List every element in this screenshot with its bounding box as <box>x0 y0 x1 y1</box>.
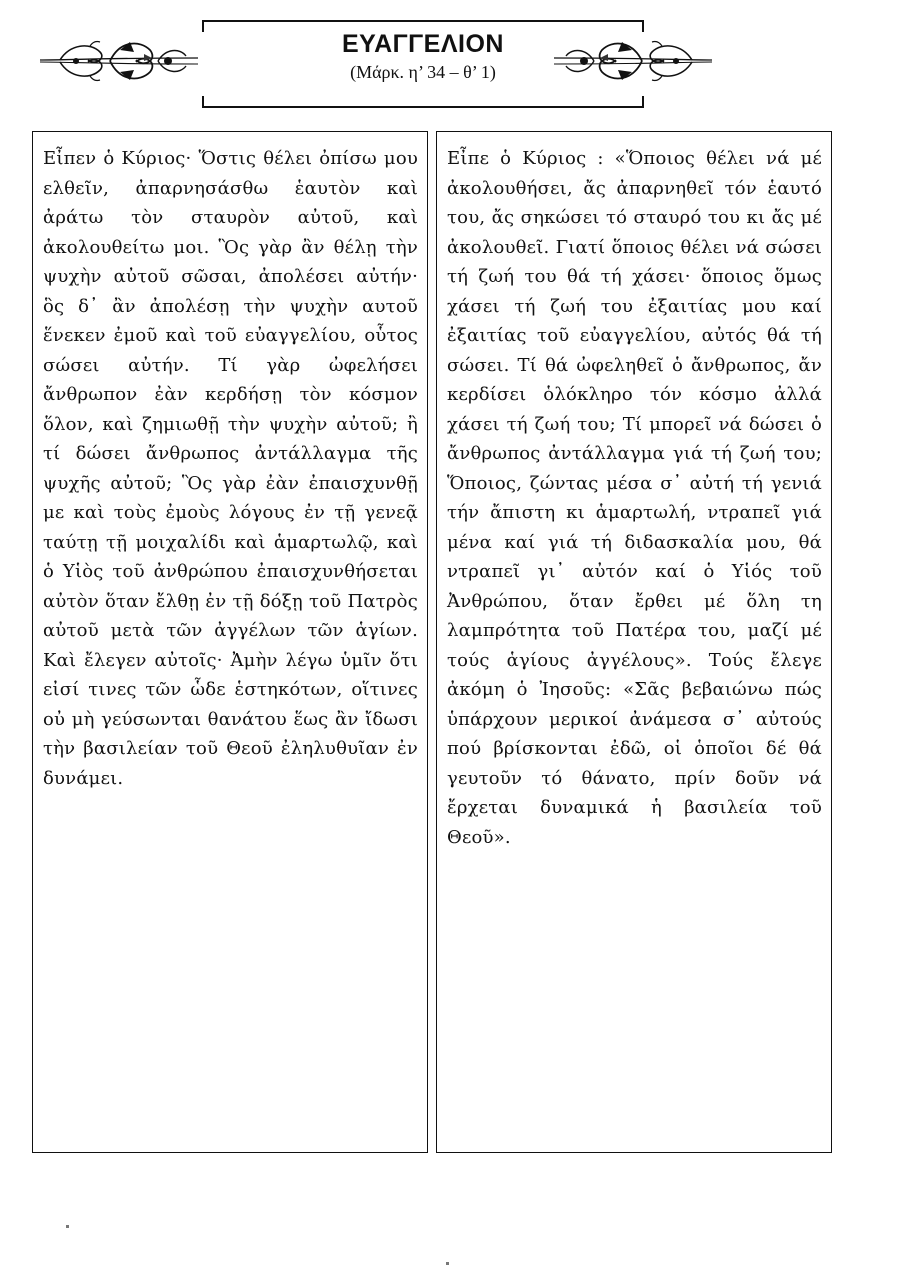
modern-text-column <box>436 131 832 1153</box>
page-title: ΕΥΑΓΓΕΛΙΟΝ <box>342 30 504 58</box>
frame-bottom-right-tick <box>642 96 644 108</box>
modern-text-body: Εἶπε ὁ Κύριος : «Ὅποιος θέλει νά μέ ἀκολουθήσει, ἄς ἀπαρνηθεῖ τόν ἑαυτό του, ἄς σηκώσει τό σταυρό του κι ἄς μέ ἀκολουθεῖ. Γιατί ὅποιος θέλει νά σώσει τή ζωή του θά τή χάσει· ὅποιος ὅμως χάσει τή ζωή του ἐξαιτίας μου καί ἐξαιτίας τοῦ εὐαγγελίου, αὐτός θά τή σώσει. Τί θά ὠφεληθεῖ ὁ ἄνθρωπος, ἄν κερδίσει ὁλόκληρο τόν κόσμο ἀλλά χάσει τή ζωή του; Τί μπορεῖ νά δώσει ὁ ἄνθρωπος ἀντάλλαγμα γιά τή ζωή του; Ὅποιος, ζώντας μέσα σ᾽ αὐτή τή γενιά τήν ἄπιστη κι ἁμαρτωλή, ντραπεῖ γιά μένα καί γιά τή διδασκαλία μου, θά ντραπεῖ γι᾽ αὐτόν καί ὁ Υἱός τοῦ Ἀνθρώπου, ὅταν ἔρθει μέ ὅλη τη λαμπρότητα τοῦ Πατέρα του, μαζί μέ τούς ἁγίους ἀγγέλους». Τούς ἔλεγε ἀκόμη ὁ Ἰησοῦς: «Σᾶς βεβαιώνω πώς ὑπάρχουν μερικοί ἀνάμεσα σ᾽ αὐτούς πού βρίσκονται ἐδῶ, οἱ ὁποῖοι δέ θά γευτοῦν τό θάνατο, πρίν δοῦν νά ἔρχεται δυναμικά ἡ βασιλεία τοῦ Θεοῦ». <box>447 148 822 848</box>
scan-mark-bottom <box>446 1262 449 1265</box>
scan-mark-left <box>66 1225 69 1228</box>
frame-bottom-left-tick <box>202 96 204 108</box>
ancient-text-column <box>32 131 428 1153</box>
frame-top-rule <box>202 20 644 22</box>
scripture-reference: (Μάρκ. η’ 34 – θ’ 1) <box>350 62 496 82</box>
left-ornament-icon <box>40 36 200 84</box>
ancient-text-body: Εἶπεν ὁ Κύριος· Ὅστις θέλει ὀπίσω μου ελθεῖν, ἀπαρνησάσθω ἑαυτὸν καὶ ἀράτω τὸν σταυρὸν αὐτοῦ, καὶ ἀκολουθείτω μοι. Ὃς γὰρ ἂν θέλῃ τὴν ψυχὴν αὐτοῦ σῶσαι, ἀπολέσει αὐτήν· ὃς δ᾽ ἂν ἀπολέσῃ τὴν ψυχὴν αυτοῦ ἕνεκεν ἐμοῦ καὶ τοῦ εὐαγγελίου, οὗτος σώσει αὐτήν. Τί γὰρ ὠφελήσει ἄνθρωπον ἐὰν κερδήσῃ τὸν κόσμον ὅλον, καὶ ζημιωθῇ τὴν ψυχὴν αὐτοῦ; ἢ τί δώσει ἄνθρωπος ἀντάλλαγμα τῆς ψυχῆς αὐτοῦ; Ὃς γὰρ ἐὰν ἐπαισχυνθῇ με καὶ τοὺς ἐμοὺς λόγους ἐν τῇ γενεᾷ ταύτῃ τῇ μοιχαλίδι καὶ ἁμαρτωλῷ, καὶ ὁ Υἱὸς τοῦ ἀνθρώπου ἐπαισχυνθήσεται αὐτὸν ὅταν ἔλθῃ ἐν τῇ δόξῃ τοῦ Πατρὸς αὐτοῦ μετὰ τῶν ἀγγέλων τῶν ἁγίων. Καὶ ἔλεγεν αὐτοῖς· Ἀμὴν λέγω ὑμῖν ὅτι εἰσί τινες τῶν ὧδε ἑστηκότων, οἵτινες οὐ μὴ γεύσωνται θανάτου ἕως ἂν ἴδωσι τὴν βασιλείαν τοῦ Θεοῦ ἐληλυθυῖαν ἐν δυνάμει. <box>43 148 418 789</box>
frame-bottom-rule <box>202 106 644 108</box>
